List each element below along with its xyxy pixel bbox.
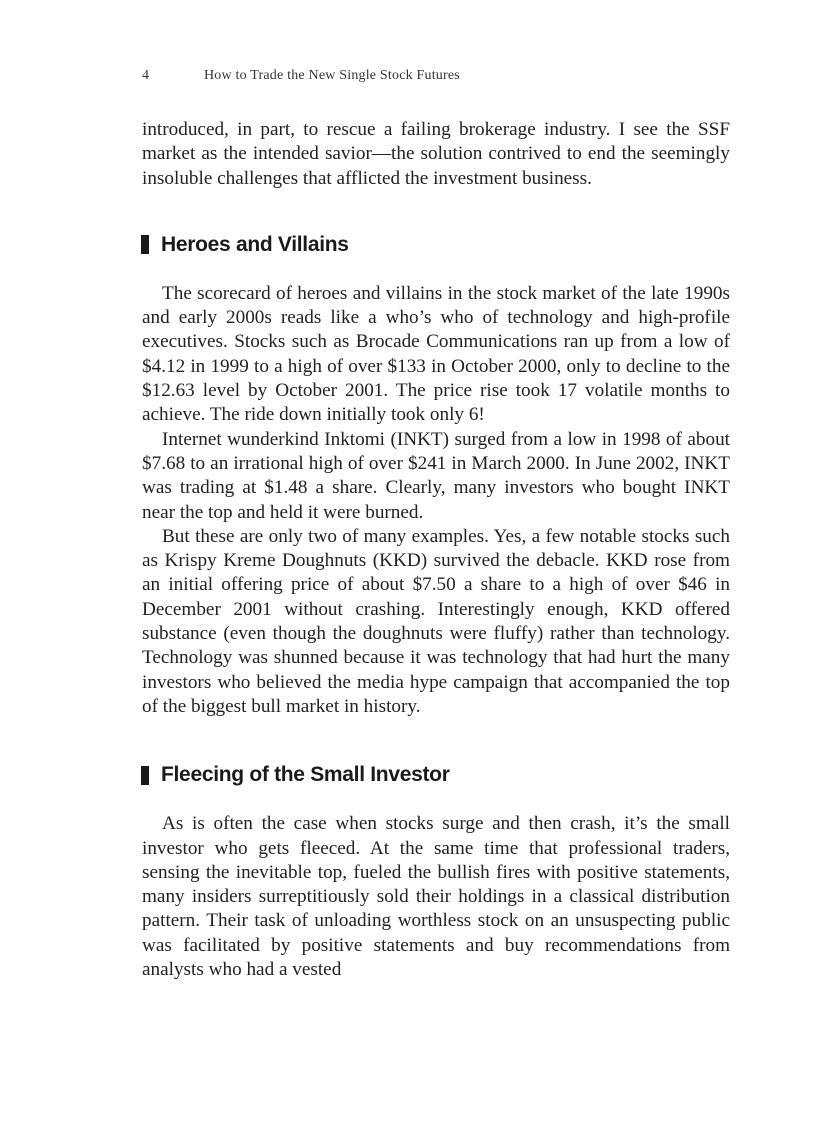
heading-bullet-icon — [141, 766, 149, 785]
section-heading-text: Heroes and Villains — [161, 232, 349, 256]
section-heading-text: Fleecing of the Small Investor — [161, 763, 450, 787]
intro-paragraph: introduced, in part, to rescue a failing brokerage industry. I see the SSF market as the intended savior—the solution contrived to end the seemingly insoluble challenges that afflicted the investment business. — [142, 119, 730, 189]
paragraph-small-investor: As is often the case when stocks surge and then crash, it’s the small investor who gets fleeced. At the same time that professional traders, sensing the inevitable top, fueled the bullish fires with positive statements, many insiders surreptitiously sold their holdings in a classical distribution pattern. Their task of unloading worthless stock on an unsuspecting public was facilitated by positive statements and buy recommendations from analysts who had a vested — [142, 813, 730, 981]
paragraph-brocade: The scorecard of heroes and villains in the stock market of the late 1990s and early 2000s reads like a who’s who of technology and high-profile executives. Stocks such as Brocade Communications ran up from a low of $4.12 in 1999 to a high of over $133 in October 2000, only to decline to the $12.63 level by October 2001. The price rise took 17 volatile months to achieve. The ride down initially took only 6! — [142, 282, 730, 426]
page-body — [142, 118, 730, 982]
paragraph-inktomi: Internet wunderkind Inktomi (INKT) surged from a low in 1998 of about $7.68 to an irrational high of over $241 in March 2000. In June 2002, INKT was trading at $1.48 a share. Clearly, many investors who bought INKT near the top and held it were burned. — [142, 428, 730, 523]
section-heading-fleecing — [142, 763, 730, 787]
heading-bullet-icon — [141, 235, 149, 254]
paragraph-krispy-kreme: But these are only two of many examples. Yes, a few notable stocks such as Krispy Kreme Doughnuts (KKD) survived the debacle. KKD rose from an initial offering price of about $7.50 a share to a high of over $46 in December 2001 without crashing. Interestingly enough, KKD offered substance (even though the doughnuts were fluffy) rather than technology. Technology was shunned because it was technology that had hurt the many investors who believed the media hype campaign that accompanied the top of the biggest bull market in history. — [142, 525, 730, 717]
section-heading-heroes-and-villains — [142, 233, 730, 257]
running-title: How to Trade the New Single Stock Futures — [204, 68, 460, 83]
page-number: 4 — [142, 68, 150, 83]
running-header — [142, 68, 460, 84]
